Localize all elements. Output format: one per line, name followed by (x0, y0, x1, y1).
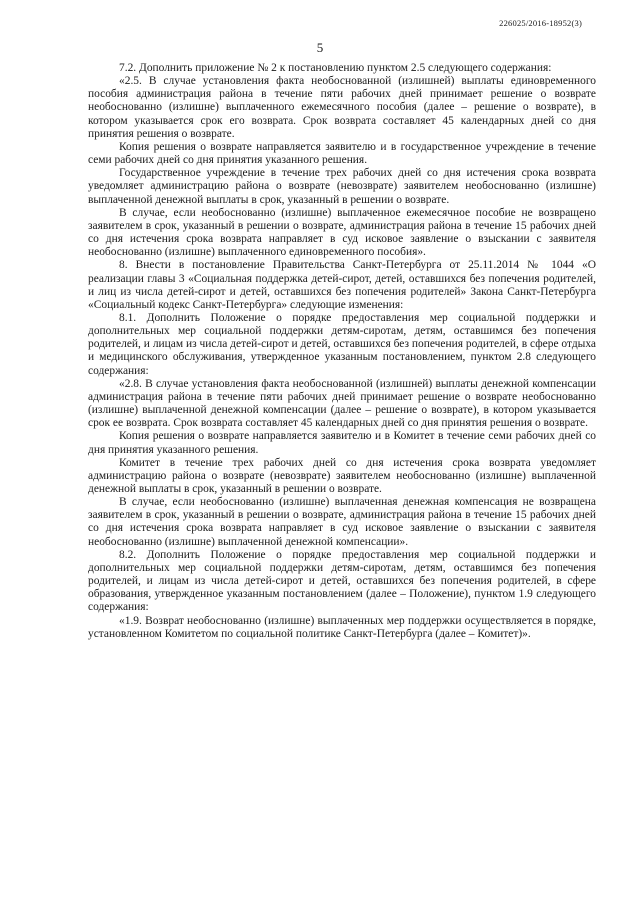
paragraph-7-2: 7.2. Дополнить приложение № 2 к постановлению пунктом 2.5 следующего содержания: (119, 62, 552, 74)
paragraph-copy-committee: Копия решения о возврате направляется заявителю и в Комитет в течение семи рабочих дней со дня принятия указанного решения. (88, 430, 596, 456)
paragraph-2-8: «2.8. В случае установления факта необоснованной (излишней) выплаты денежной компенсации администрация района в течение пяти рабочих дней принимает решение о возврате необоснованно (излишне) выплаченной денежной компенсации (далее – решение о возврате), в котором указывается срок ее возврата. Срок возврата составляет 45 календарных дней со дня принятия решения о возврате. (88, 377, 596, 430)
paragraph-1-9: «1.9. Возврат необоснованно (излишне) выплаченных мер поддержки осуществляется в порядке, установленном Комитетом по социальной политике Санкт-Петербурга (далее – Комитет)». (88, 614, 596, 640)
document-id: 226025/2016-18952(3) (499, 18, 582, 28)
paragraph-court-claim: В случае, если необоснованно (излишне) выплаченное ежемесячное пособие не возвращено заявителем в срок, указанный в решении о возврате, администрация района в течение 15 рабочих дней со дня истечения срока возврата направляет в суд исковое заявление о взыскании с заявителя необоснованно (излишне) выплаченного единовременного пособия». (88, 206, 596, 259)
paragraph-8: 8. Внести в постановление Правительства Санкт-Петербурга от 25.11.2014 № 1044 «О реализации главы 3 «Социальная поддержка детей-сирот, детей, оставшихся без попечения родителей, и лиц из числа детей-сирот и детей, оставшихся без попечения родителей» Закона Санкт-Петербурга «Социальный кодекс Санкт-Петербурга» следующие изменения: (88, 259, 596, 311)
paragraph-copy-decision: Копия решения о возврате направляется заявителю и в государственное учреждение в течение семи рабочих дней со дня принятия указанного решения. (88, 140, 596, 167)
paragraph-8-1: 8.1. Дополнить Положение о порядке предоставления мер социальной поддержки и дополнительных мер социальной поддержки детям-сиротам, детям, оставшимся без попечения родителей, и лицам из числа детей-сирот и детей, оставшихся без попечения родителей, в сфере отдыха и медицинского обслуживания, утвержденное указанным постановлением, пунктом 2.8 следующего содержания: (88, 311, 596, 377)
paragraph-8-2: 8.2. Дополнить Положение о порядке предоставления мер социальной поддержки и дополнительных мер социальной поддержки детям-сиротам, детям, оставшимся без попечения родителей, и лицам из числа детей-сирот и детей, оставшихся без попечения родителей, в сфере образования, утвержденное указанным постановлением (далее – Положение), пунктом 1.9 следующего содержания: (88, 548, 596, 614)
paragraph-2-5: «2.5. В случае установления факта необоснованной (излишней) выплаты единовременного пособия администрация района в течение пяти рабочих дней принимает решение о возврате необоснованно (излишне) выплаченного ежемесячного пособия (далее – решение о возврате), в котором указывается срок его возврата. Срок возврата составляет 45 календарных дней со дня принятия решения о возврате. (88, 75, 596, 140)
paragraph-compensation-court: В случае, если необоснованно (излишне) выплаченная денежная компенсация не возвращена заявителем в срок, указанный в решении о возврате, администрация района в течение 15 рабочих дней со дня истечения срока возврата направляет в суд исковое заявление о взыскании с заявителя необоснованно (излишне) выплаченной денежной компенсации». (88, 496, 596, 548)
page-number: 5 (316, 40, 324, 55)
paragraph-state-institution: Государственное учреждение в течение трех рабочих дней со дня истечения срока возврата уведомляет администрацию района о возврате (невозврате) заявителем необоснованно (излишне) выплаченной денежной выплаты в срок, указанный в решении о возврате. (88, 167, 596, 206)
document-body (88, 62, 596, 641)
paragraph-committee-notice: Комитет в течение трех рабочих дней со дня истечения срока возврата уведомляет администрацию района о возврате (невозврате) заявителем необоснованно (излишне) выплаченной денежной выплаты в срок, указанный в решении о возврате. (88, 456, 596, 495)
